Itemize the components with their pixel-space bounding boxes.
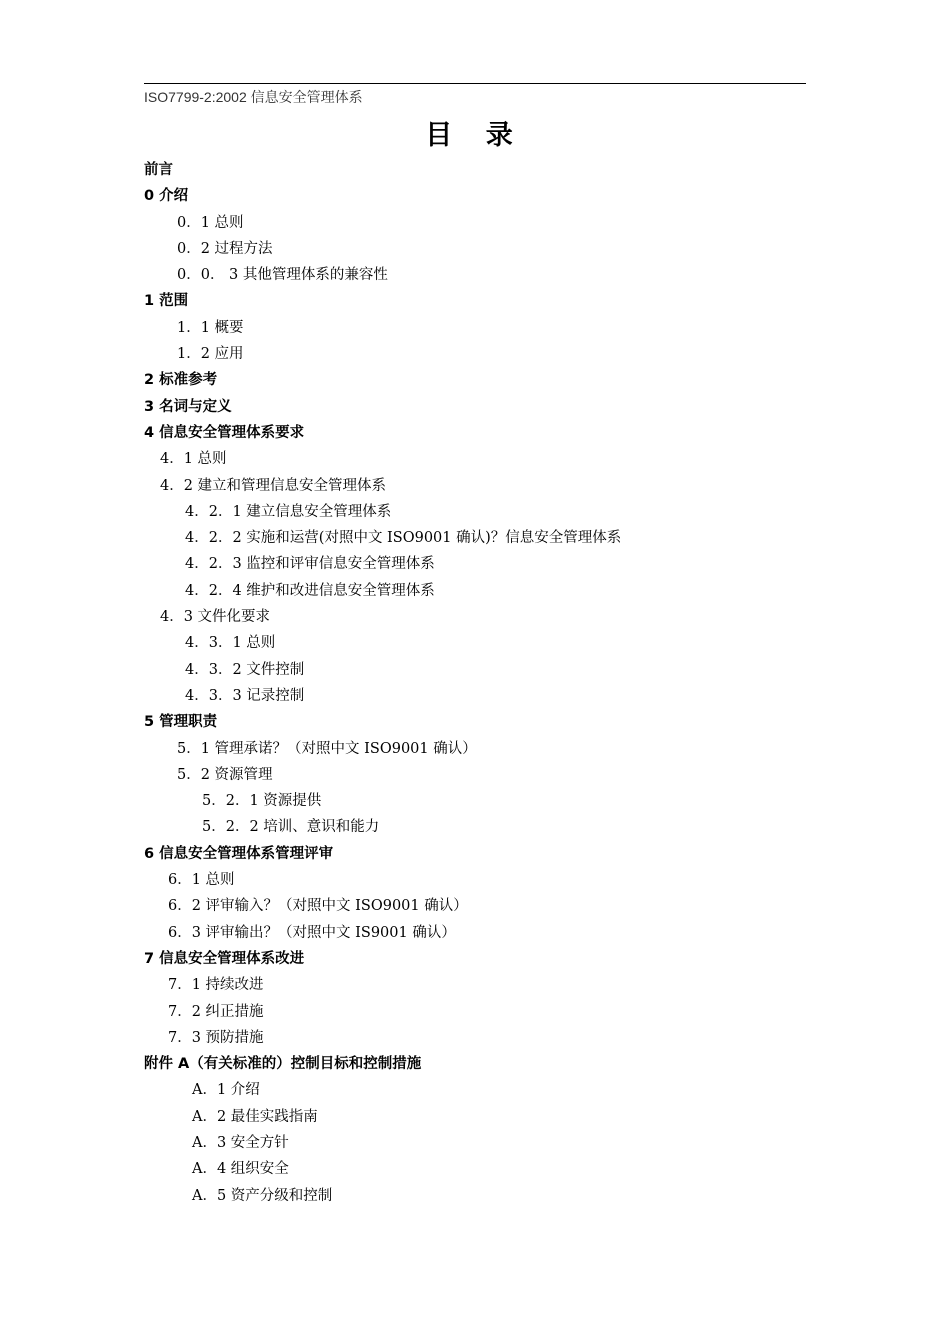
toc-subsection-entry[interactable]: 5．2．2 培训、意识和能力: [202, 819, 380, 836]
toc-subsection-entry[interactable]: A．5 资产分级和控制: [192, 1187, 333, 1204]
toc-subsection-entry[interactable]: 4．3．1 总则: [185, 635, 276, 652]
toc-subsection-entry[interactable]: 0．1 总则: [177, 214, 244, 231]
toc-subsection-entry[interactable]: A．1 介绍: [192, 1082, 260, 1099]
toc-section-entry[interactable]: 7 信息安全管理体系改进: [144, 950, 305, 967]
toc-subsection-entry[interactable]: 6．2 评审输入？（对照中文 ISO9001 确认）: [168, 898, 468, 915]
toc-subsection-entry[interactable]: 4．3 文件化要求: [160, 609, 271, 626]
toc-section-entry[interactable]: 1 范围: [144, 293, 189, 310]
toc-subsection-entry[interactable]: 5．1 管理承诺？（对照中文 ISO9001 确认）: [177, 740, 477, 757]
toc-section-entry[interactable]: 5 管理职责: [144, 714, 218, 731]
toc-subsection-entry[interactable]: 4．2．3 监控和评审信息安全管理体系: [185, 556, 435, 573]
toc-subsection-entry[interactable]: 5．2 资源管理: [177, 766, 273, 783]
toc-subsection-entry[interactable]: 7．2 纠正措施: [168, 1003, 264, 1020]
toc-subsection-entry[interactable]: 4．3．3 记录控制: [185, 687, 305, 704]
toc-section-entry[interactable]: 6 信息安全管理体系管理评审: [144, 845, 334, 862]
toc-subsection-entry[interactable]: 7．3 预防措施: [168, 1029, 264, 1046]
toc-section-entry[interactable]: 2 标准参考: [144, 372, 218, 389]
toc-subsection-entry[interactable]: 6．1 总则: [168, 872, 235, 889]
toc-subsection-entry[interactable]: 0．0． 3 其他管理体系的兼容性: [177, 267, 388, 284]
toc-subsection-entry[interactable]: 4．2 建立和管理信息安全管理体系: [160, 477, 387, 494]
toc-subsection-entry[interactable]: 4．3．2 文件控制: [185, 661, 305, 678]
toc-subsection-entry[interactable]: 0．2 过程方法: [177, 240, 273, 257]
toc-subsection-entry[interactable]: 5．2．1 资源提供: [202, 793, 322, 810]
toc-section-entry[interactable]: 前言: [144, 162, 173, 178]
toc-subsection-entry[interactable]: 1．2 应用: [177, 346, 244, 363]
toc-subsection-entry[interactable]: 4．2．1 建立信息安全管理体系: [185, 503, 392, 520]
page-title: 目 录: [425, 120, 525, 151]
toc-section-entry[interactable]: 0 介绍: [144, 188, 189, 205]
toc-subsection-entry[interactable]: 4．1 总则: [160, 451, 227, 468]
toc-subsection-entry[interactable]: 7．1 持续改进: [168, 977, 264, 994]
toc-subsection-entry[interactable]: A．2 最佳实践指南: [192, 1108, 318, 1125]
running-header-title: ISO7799-2:2002 信息安全管理体系: [144, 89, 363, 105]
running-header: [144, 83, 806, 106]
toc-section-entry[interactable]: 附件 A（有关标准的）控制目标和控制措施: [144, 1056, 422, 1073]
toc-subsection-entry[interactable]: 6．3 评审输出？（对照中文 IS9001 确认）: [168, 924, 456, 941]
toc-section-entry[interactable]: 3 名词与定义: [144, 398, 232, 415]
toc-subsection-entry[interactable]: 4．2．2 实施和运营(对照中文 ISO9001 确认)？信息安全管理体系: [185, 530, 622, 547]
table-of-contents: [144, 157, 824, 1209]
toc-subsection-entry[interactable]: 1．1 概要: [177, 319, 244, 336]
toc-subsection-entry[interactable]: 4．2．4 维护和改进信息安全管理体系: [185, 582, 435, 599]
toc-subsection-entry[interactable]: A．3 安全方针: [192, 1134, 289, 1151]
toc-subsection-entry[interactable]: A．4 组织安全: [192, 1161, 289, 1178]
toc-section-entry[interactable]: 4 信息安全管理体系要求: [144, 424, 305, 441]
